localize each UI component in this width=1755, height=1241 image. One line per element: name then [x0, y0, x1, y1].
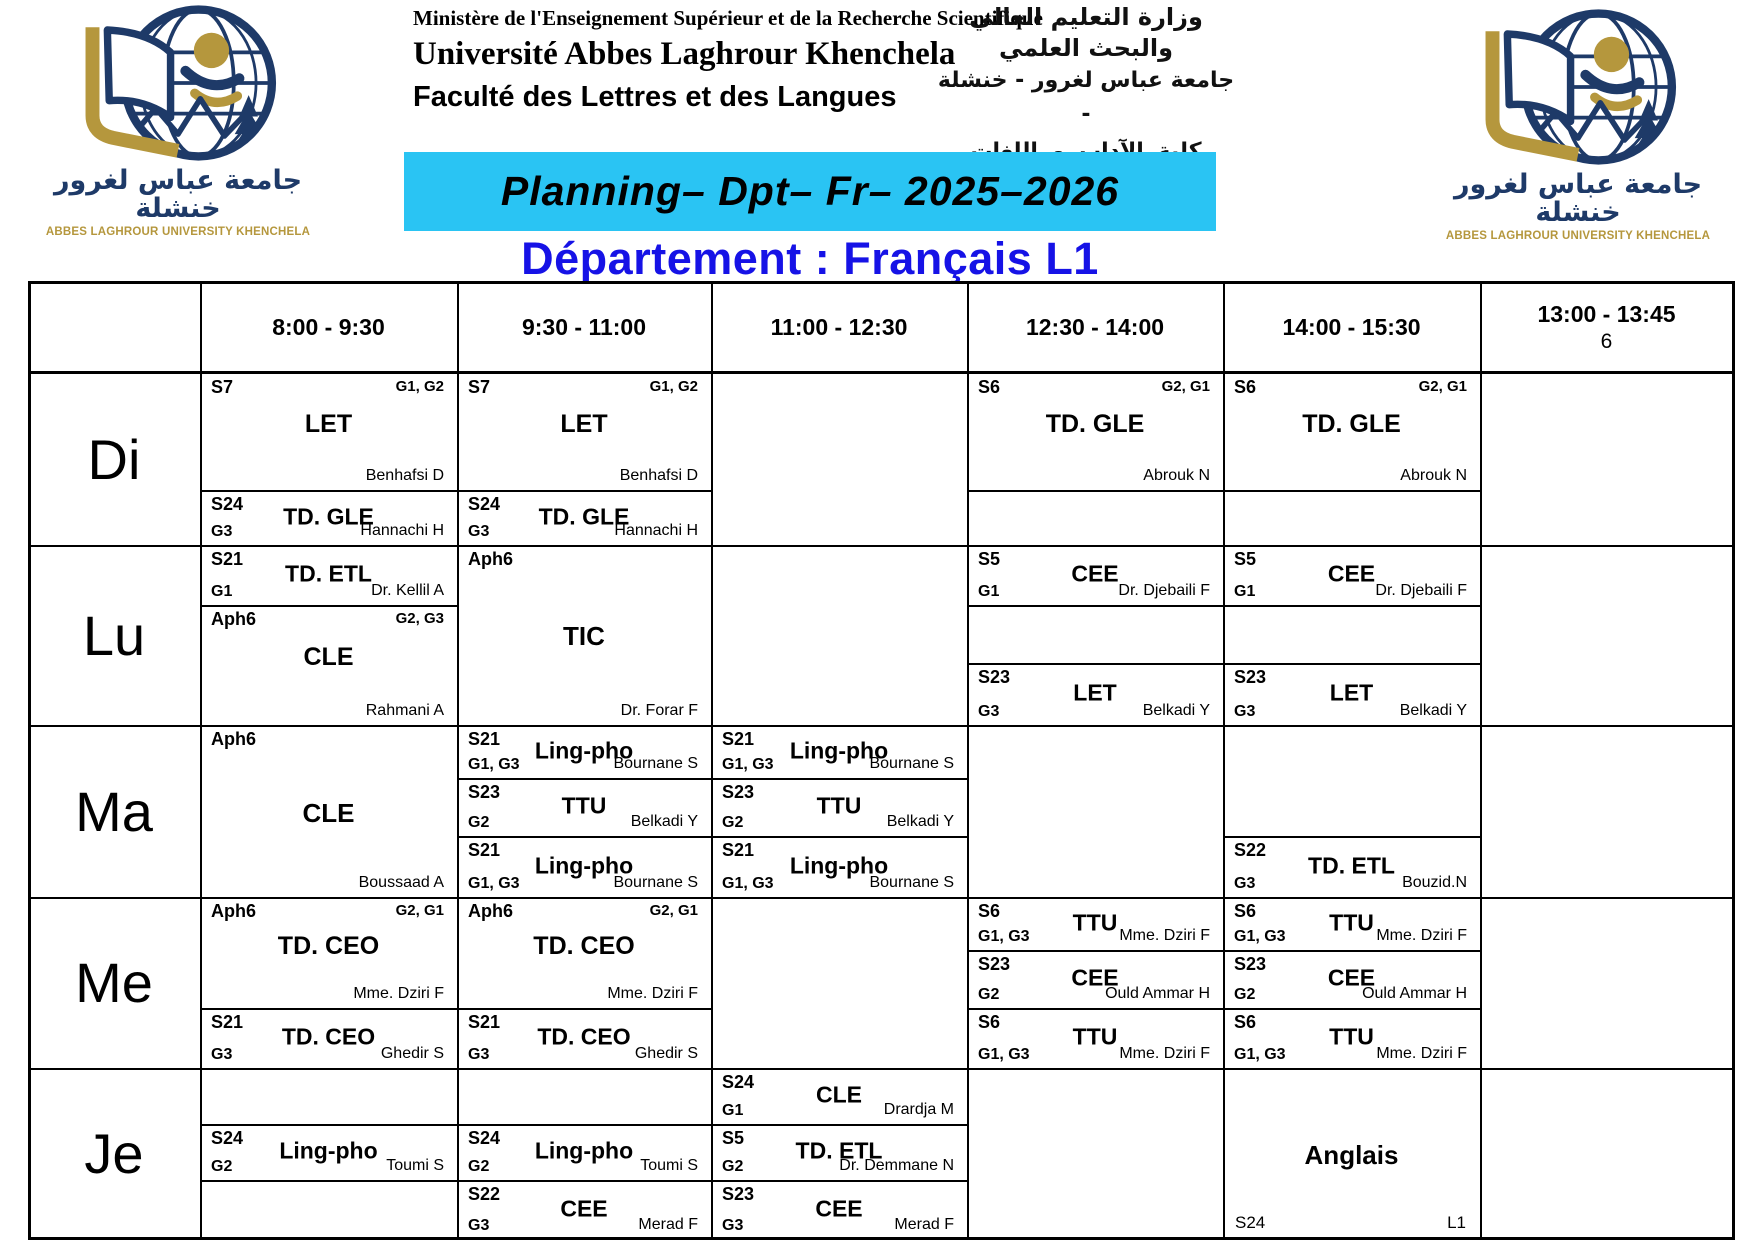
- teacher-label: Mme. Dziri F: [353, 985, 444, 1002]
- teacher-label: Ghedir S: [634, 1045, 698, 1062]
- room-label: S24: [211, 494, 244, 514]
- lesson-cell-lu-1230-cee: [969, 547, 1221, 603]
- teacher-label: Bournane S: [613, 874, 698, 891]
- course-label: CLE: [816, 1081, 862, 1108]
- room-label: S6: [1234, 901, 1257, 921]
- room-label: S21: [722, 840, 755, 860]
- lesson-cell-di-0800-tdgle: [202, 492, 455, 543]
- arabic-header: [930, 2, 1242, 171]
- lesson-cell-ma-0930-lingpho2: [459, 838, 709, 895]
- course-label: Ling-pho: [534, 851, 634, 878]
- room-label: S24: [468, 494, 501, 514]
- group-label: G1: [211, 583, 233, 600]
- day-label-di: Di: [87, 427, 141, 491]
- group-label: G3: [978, 703, 1000, 720]
- room-label: S22: [468, 1184, 501, 1204]
- group-label: G2: [468, 814, 490, 831]
- course-label: TTU: [1072, 908, 1118, 935]
- group-label: G1, G3: [468, 756, 520, 773]
- lesson-cell-me-0930-tdceo-g3: [459, 1010, 709, 1066]
- teacher-label: Rahmani A: [365, 702, 444, 719]
- teacher-label: Mme. Dziri F: [1376, 927, 1467, 944]
- university-line-ar: جامعة عباس لغرور - خنشلة -: [937, 68, 1235, 128]
- group-label: G3: [468, 1217, 490, 1234]
- course-label: TD. CEO: [537, 1023, 631, 1050]
- teacher-label: Mme. Dziri F: [1119, 1045, 1210, 1062]
- teacher-label: Benhafsi D: [619, 467, 698, 484]
- teacher-label: Dr. Forar F: [620, 702, 698, 719]
- planning-banner: [404, 152, 1216, 231]
- teacher-label: Drardja M: [883, 1101, 954, 1118]
- teacher-label: Hannachi H: [360, 522, 444, 539]
- course-label: TIC: [563, 620, 605, 651]
- teacher-label: Dr. Demmane N: [839, 1157, 954, 1174]
- groups-label: G2, G1: [1418, 378, 1467, 395]
- page-title: Département : Français L1: [521, 233, 1099, 284]
- group-label: G3: [211, 523, 233, 540]
- room-label: S6: [978, 377, 1001, 397]
- university-line-fr: Université Abbes Laghrour Khenchela: [413, 36, 956, 72]
- lesson-cell-je-1400-anglais: [1225, 1070, 1478, 1237]
- groups-label: G2, G1: [649, 902, 698, 919]
- course-label: TTU: [816, 792, 862, 819]
- faculty-line-fr: Faculté des Lettres et des Langues: [413, 81, 897, 113]
- course-label: TD. CEO: [277, 932, 380, 961]
- lesson-cell-di-0800-let: [202, 375, 455, 488]
- course-label: Ling-pho: [279, 1137, 378, 1164]
- time-header-3: 11:00 - 12:30: [770, 313, 908, 340]
- course-label: CEE: [560, 1194, 608, 1221]
- room-label: S21: [468, 1012, 501, 1032]
- room-label: S24: [722, 1072, 755, 1092]
- teacher-label: Bouzid.N: [1402, 874, 1467, 891]
- ministry-line-fr: Ministère de l'Enseignement Supérieur et de la Recherche Scientifique: [413, 6, 1043, 30]
- group-label: G1, G3: [978, 1046, 1030, 1063]
- teacher-label: Ould Ammar H: [1362, 985, 1467, 1002]
- teacher-label: Bournane S: [613, 755, 698, 772]
- lesson-cell-lu-0930-tic: [459, 547, 709, 723]
- group-label: G2: [468, 1158, 490, 1175]
- lesson-cell-di-1400-tdgle: [1225, 375, 1478, 488]
- teacher-label: Bournane S: [869, 755, 954, 772]
- lesson-cell-me-1400-ttu2: [1225, 1010, 1478, 1066]
- room-label: S7: [468, 377, 491, 397]
- teacher-label: Abrouk N: [1400, 467, 1467, 484]
- room-label: S6: [978, 1012, 1001, 1032]
- lesson-cell-me-1230-cee: [969, 952, 1221, 1006]
- group-label: G1, G3: [1234, 928, 1286, 945]
- lesson-cell-me-1400-ttu1: [1225, 899, 1478, 948]
- course-label: LET: [1329, 679, 1374, 706]
- group-label: G2: [211, 1158, 233, 1175]
- day-label-ma: Ma: [75, 779, 153, 843]
- lesson-cell-me-0930-tdceo: [459, 899, 709, 1006]
- lesson-cell-je-1100-tdetl: [713, 1126, 965, 1178]
- course-label: CLE: [303, 642, 354, 671]
- lesson-cell-je-1100-cle: [713, 1070, 965, 1122]
- room-label: S5: [978, 549, 1001, 569]
- teacher-label: Belkadi Y: [1399, 702, 1467, 719]
- lesson-cell-lu-0800-cle: [202, 607, 455, 723]
- course-label: Ling-pho: [534, 1137, 634, 1164]
- room-label: S23: [468, 782, 501, 802]
- group-label: G1, G3: [468, 875, 520, 892]
- course-label: TD. ETL: [285, 560, 372, 587]
- lesson-cell-je-1100-cee: [713, 1182, 965, 1237]
- room-label: S21: [722, 729, 755, 749]
- course-label: TD. ETL: [795, 1137, 883, 1164]
- group-label: G1: [978, 583, 1000, 600]
- room-label: S21: [211, 549, 244, 569]
- lesson-cell-je-0800-lingpho: [202, 1126, 455, 1178]
- course-label: TD. GLE: [1045, 410, 1145, 439]
- lesson-cell-lu-1400-cee: [1225, 547, 1478, 603]
- room-label: S21: [468, 840, 501, 860]
- groups-label: G2, G1: [1161, 378, 1210, 395]
- course-label: TTU: [1329, 1023, 1374, 1050]
- room-label: S23: [1234, 954, 1267, 974]
- groups-label: G1, G2: [649, 378, 698, 395]
- teacher-label: Bournane S: [869, 874, 954, 891]
- slot6-note: 6: [1600, 329, 1613, 353]
- lesson-cell-je-0930-lingpho: [459, 1126, 709, 1178]
- room-label: S23: [978, 667, 1011, 687]
- course-label: LET: [560, 410, 608, 439]
- lesson-cell-me-0800-tdceo: [202, 899, 455, 1006]
- group-label: G1: [1234, 583, 1256, 600]
- teacher-label: Mme. Dziri F: [607, 985, 698, 1002]
- room-label: Aph6: [211, 609, 256, 629]
- university-emblem-icon: [28, 4, 328, 162]
- teacher-label: Mme. Dziri F: [1119, 927, 1210, 944]
- course-label: CEE: [815, 1194, 863, 1221]
- room-label: S22: [1234, 840, 1267, 860]
- lesson-cell-di-0930-let: [459, 375, 709, 488]
- lesson-cell-lu-1400-let: [1225, 665, 1478, 723]
- lesson-cell-ma-1400-tdetl: [1225, 838, 1478, 895]
- teacher-label: Belkadi Y: [886, 813, 954, 830]
- room-label: Aph6: [468, 901, 513, 921]
- teacher-label: Merad F: [638, 1216, 698, 1233]
- room-label: S23: [722, 1184, 755, 1204]
- teacher-label: Abrouk N: [1143, 467, 1210, 484]
- course-label: TD. ETL: [1308, 851, 1395, 878]
- course-label: LET: [1073, 679, 1117, 706]
- room-label: Aph6: [211, 729, 256, 749]
- course-label: CEE: [1071, 964, 1119, 991]
- course-label: CEE: [1327, 964, 1376, 991]
- room-label: S23: [722, 782, 755, 802]
- room-label: S5: [1234, 549, 1257, 569]
- lesson-cell-je-0930-cee: [459, 1182, 709, 1237]
- group-label: G1, G3: [1234, 1046, 1286, 1063]
- group-label: G1, G3: [722, 756, 774, 773]
- course-label: TD. GLE: [538, 502, 630, 529]
- university-logo-left: [28, 4, 328, 238]
- course-label: TD. CEO: [533, 932, 635, 961]
- logo-english-name: ABBES LAGHROUR UNIVERSITY KHENCHELA: [45, 225, 311, 238]
- ministry-line-ar: وزارة التعليم العالي والبحث العلمي: [969, 3, 1203, 63]
- group-label: G2: [978, 986, 1000, 1003]
- teacher-label: Benhafsi D: [365, 467, 444, 484]
- course-label: TTU: [1072, 1023, 1118, 1050]
- group-label: G1: [722, 1102, 744, 1119]
- group-label: G3: [211, 1046, 233, 1063]
- room-label: S6: [1234, 377, 1257, 397]
- teacher-label: Dr. Djebaili F: [1375, 582, 1467, 599]
- group-label: G3: [1234, 703, 1256, 720]
- logo-arabic-name: جامعة عباس لغرور خنشلة: [53, 165, 303, 225]
- room-label: S5: [722, 1128, 745, 1148]
- lesson-cell-ma-0930-ttu: [459, 780, 709, 834]
- groups-label: G2, G3: [395, 610, 444, 627]
- group-label: G3: [468, 1046, 490, 1063]
- course-label: Anglais: [1304, 1140, 1399, 1171]
- lesson-cell-ma-1100-ttu: [713, 780, 965, 834]
- room-label: S6: [1234, 1012, 1257, 1032]
- teacher-label: Hannachi H: [614, 522, 698, 539]
- level-label: L1: [1447, 1213, 1466, 1232]
- group-label: G2: [722, 814, 744, 831]
- lesson-cell-di-1230-tdgle: [969, 375, 1221, 488]
- time-header-1: 8:00 - 9:30: [272, 313, 385, 340]
- teacher-label: Ould Ammar H: [1105, 985, 1210, 1002]
- course-label: LET: [304, 410, 353, 439]
- teacher-label: Dr. Djebaili F: [1118, 582, 1210, 599]
- teacher-label: Ghedir S: [380, 1045, 444, 1062]
- teacher-label: Toumi S: [640, 1157, 698, 1174]
- logo-arabic-name: جامعة عباس لغرور خنشلة: [1453, 169, 1703, 229]
- time-header-4: 12:30 - 14:00: [1025, 313, 1165, 340]
- room-label: Aph6: [211, 901, 256, 921]
- lesson-cell-ma-0800-cle: [202, 727, 455, 895]
- course-label: CEE: [1071, 560, 1119, 587]
- lesson-cell-lu-1230-let: [969, 665, 1221, 723]
- group-label: G3: [1234, 875, 1256, 892]
- university-emblem-icon: [1428, 8, 1728, 166]
- course-label: TD. GLE: [283, 502, 374, 529]
- teacher-label: Belkadi Y: [630, 813, 698, 830]
- course-label: CLE: [302, 797, 355, 828]
- room-label: S7: [211, 377, 234, 397]
- course-label: TTU: [1329, 908, 1374, 935]
- group-label: G2: [1234, 986, 1256, 1003]
- lesson-cell-ma-0930-lingpho1: [459, 727, 709, 776]
- day-label-lu: Lu: [82, 603, 146, 667]
- lesson-cell-di-0930-tdgle: [459, 492, 709, 543]
- lesson-cell-me-1230-ttu2: [969, 1010, 1221, 1066]
- groups-label: G1, G2: [395, 378, 444, 395]
- time-header-2: 9:30 - 11:00: [521, 313, 647, 340]
- teacher-label: Merad F: [894, 1216, 954, 1233]
- lesson-cell-me-0800-tdceo-g3: [202, 1010, 455, 1066]
- room-label: Aph6: [468, 549, 513, 569]
- room-label: S24: [468, 1128, 501, 1148]
- group-label: G1, G3: [722, 875, 774, 892]
- course-label: Ling-pho: [534, 736, 634, 763]
- teacher-label: Boussaad A: [358, 874, 444, 891]
- lesson-cell-lu-0800-tdetl: [202, 547, 455, 603]
- logo-english-name: ABBES LAGHROUR UNIVERSITY KHENCHELA: [1445, 229, 1711, 242]
- course-label: Ling-pho: [789, 736, 889, 763]
- lesson-cell-me-1230-ttu1: [969, 899, 1221, 948]
- course-label: TD. GLE: [1302, 410, 1401, 439]
- room-label: S24: [211, 1128, 244, 1148]
- lesson-cell-me-1400-cee: [1225, 952, 1478, 1006]
- planning-banner-text: Planning– Dpt– Fr– 2025–2026: [500, 168, 1120, 214]
- group-label: G3: [468, 523, 490, 540]
- lesson-cell-ma-1100-lingpho2: [713, 838, 965, 895]
- room-label: S23: [1234, 667, 1267, 687]
- teacher-label: Toumi S: [386, 1157, 444, 1174]
- course-label: Ling-pho: [789, 851, 889, 878]
- time-header-6: 13:00 - 13:45 6: [1537, 300, 1676, 353]
- day-label-me: Me: [75, 951, 153, 1014]
- day-label-je: Je: [84, 1121, 144, 1185]
- group-label: G2: [722, 1158, 744, 1175]
- room-label: S21: [468, 729, 501, 749]
- course-label: TD. CEO: [281, 1023, 376, 1050]
- teacher-label: Mme. Dziri F: [1376, 1045, 1467, 1062]
- group-label: G1, G3: [978, 928, 1030, 945]
- room-label: S21: [211, 1012, 244, 1032]
- course-label: CEE: [1327, 560, 1376, 587]
- room-label: S6: [978, 901, 1001, 921]
- university-logo-right: [1428, 8, 1728, 242]
- teacher-label: Dr. Kellil A: [371, 582, 444, 599]
- course-label: TTU: [561, 792, 607, 819]
- room-label: S24: [1235, 1213, 1266, 1232]
- time-header-5: 14:00 - 15:30: [1282, 313, 1421, 340]
- room-label: S23: [978, 954, 1011, 974]
- group-label: G3: [722, 1217, 744, 1234]
- lesson-cell-ma-1100-lingpho1: [713, 727, 965, 776]
- groups-label: G2, G1: [395, 902, 444, 919]
- teacher-label: Belkadi Y: [1142, 702, 1210, 719]
